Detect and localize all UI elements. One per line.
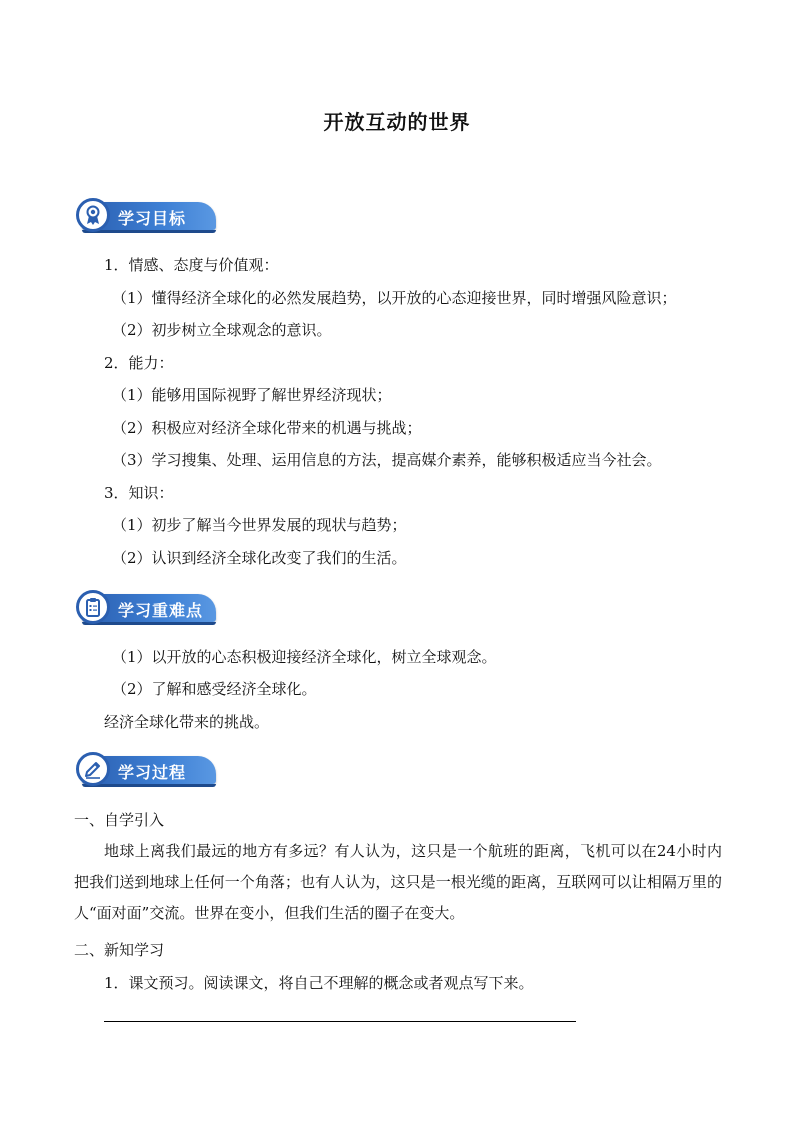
key-point-item: （2）了解和感受经济全球化。 <box>112 680 317 698</box>
clipboard-list-icon <box>76 590 110 624</box>
section-header-key-points <box>76 590 218 626</box>
goal-item: 1．情感、态度与价值观： <box>104 256 279 274</box>
key-point-item: （1）以开放的心态积极迎接经济全球化，树立全球观念。 <box>112 648 497 666</box>
goal-item: （1）初步了解当今世界发展的现状与趋势； <box>112 516 407 534</box>
goal-item: （2）积极应对经济全球化带来的机遇与挑战； <box>112 419 422 437</box>
award-ribbon-icon <box>76 198 110 232</box>
answer-blank-line[interactable] <box>104 1021 576 1022</box>
section-title-goals: 学习目标 <box>118 209 187 228</box>
pencil-edit-icon <box>76 752 110 786</box>
key-point-item: 经济全球化带来的挑战。 <box>104 713 270 731</box>
section-header-goals <box>76 198 218 234</box>
intro-paragraph: 地球上离我们最远的地方有多远？有人认为，这只是一个航班的距离，飞机可以在24小时内把我们送到地球上任何一个角落；也有人认为，这只是一根光缆的距离，互联网可以让相隔万里的人“面对面”交流。世界在变小，但我们生活的圈子在变大。 <box>74 842 722 922</box>
subsection-heading: 二、新知学习 <box>74 941 165 959</box>
goal-item: （1）能够用国际视野了解世界经济现状； <box>112 386 392 404</box>
section-title-process: 学习过程 <box>118 763 187 782</box>
goal-item: 3．知识： <box>104 484 174 502</box>
goal-item: （2）认识到经济全球化改变了我们的生活。 <box>112 549 407 567</box>
task-item: 1．课文预习。阅读课文，将自己不理解的概念或者观点写下来。 <box>104 974 534 992</box>
goal-item: 2．能力： <box>104 354 174 372</box>
subsection-heading: 一、自学引入 <box>74 811 165 829</box>
section-header-process <box>76 752 218 788</box>
goal-item: （3）学习搜集、处理、运用信息的方法，提高媒介素养，能够积极适应当今社会。 <box>112 451 662 469</box>
section-title-key-points: 学习重难点 <box>118 601 204 620</box>
goal-item: （1）懂得经济全球化的必然发展趋势，以开放的心态迎接世界，同时增强风险意识； <box>112 289 677 307</box>
page-title: 开放互动的世界 <box>323 110 471 134</box>
goal-item: （2）初步树立全球观念的意识。 <box>112 321 332 339</box>
